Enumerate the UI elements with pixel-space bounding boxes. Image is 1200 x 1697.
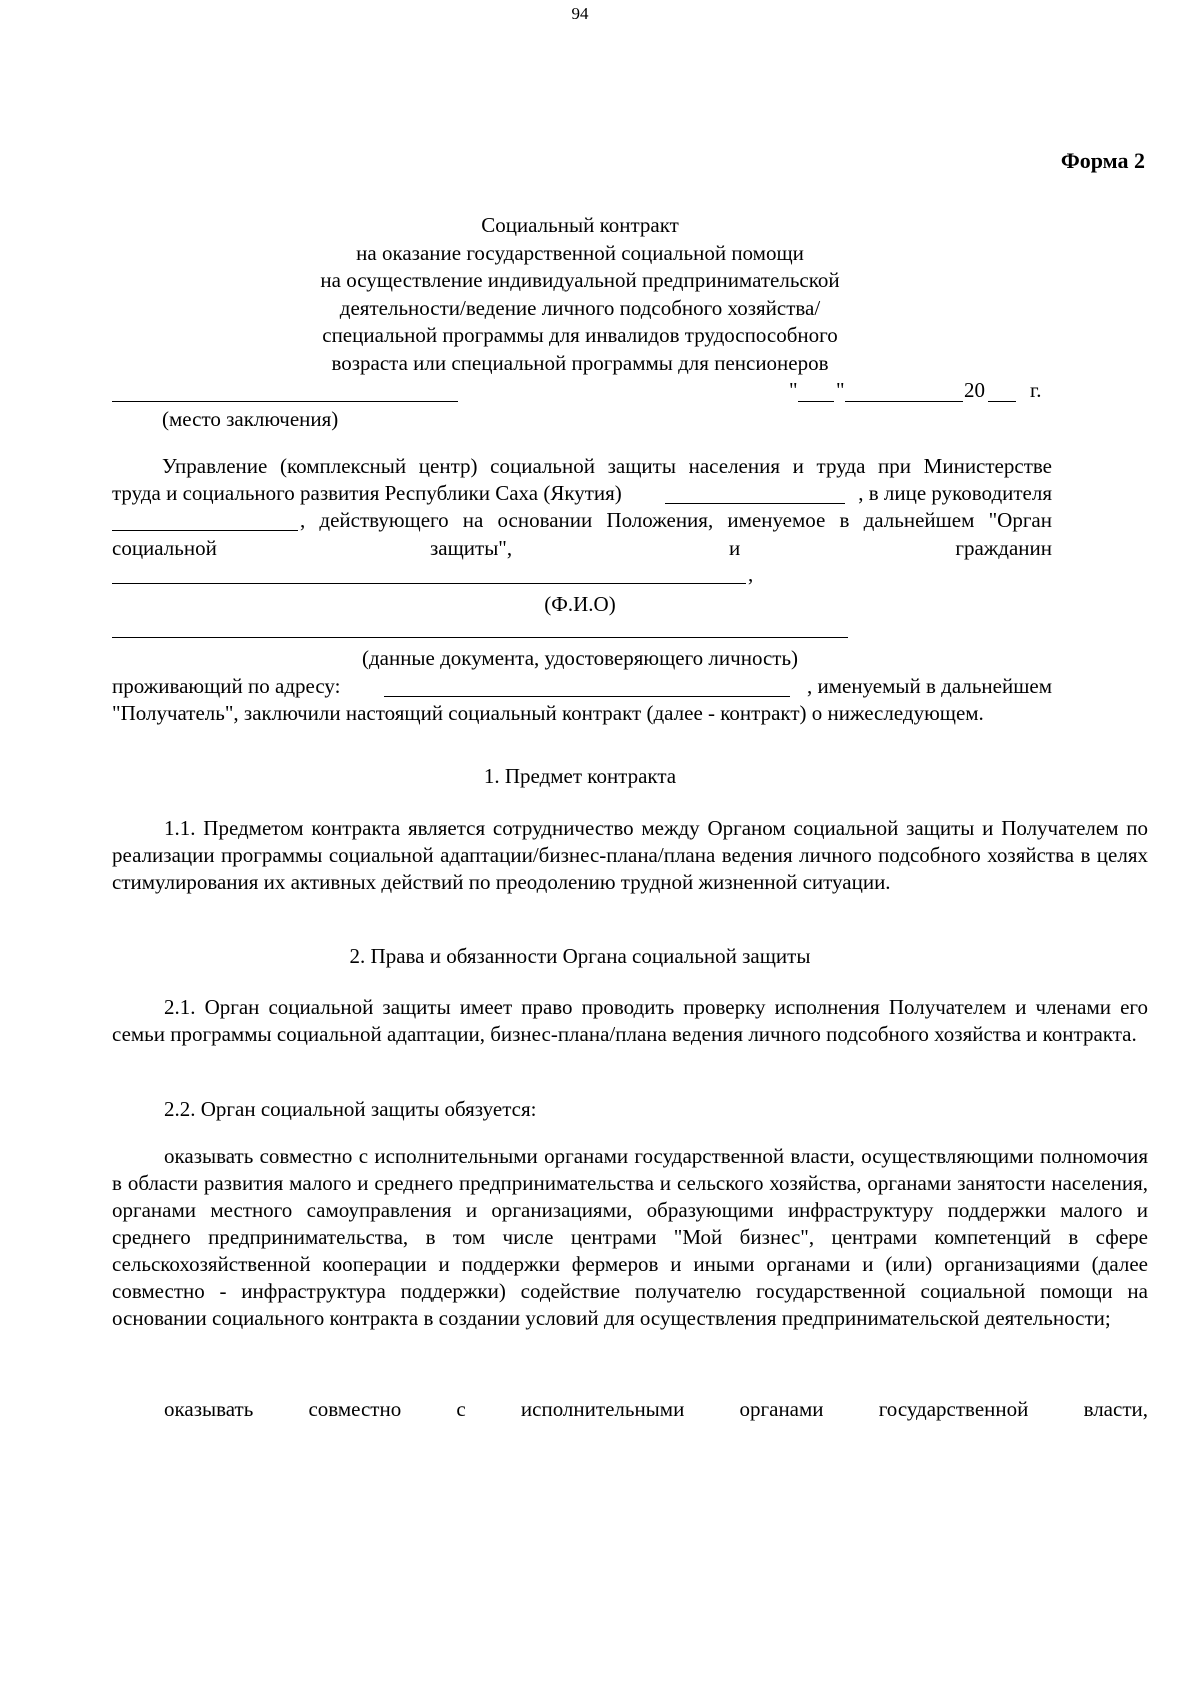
- address-blank: [384, 696, 790, 697]
- place-blank: [112, 401, 458, 402]
- section-2-paragraph-4: оказывать совместно с исполнительными органами государственной власти,: [164, 1397, 1148, 1421]
- identity-document-blank: [112, 637, 848, 638]
- title-line: возраста или специальной программы для пенсионеров: [331, 350, 829, 375]
- section-1-heading: 1. Предмет контракта: [483, 764, 677, 788]
- section-2-paragraph-3: оказывать совместно с исполнительными органами государственной власти, осуществляющими полномочия в области развития малого и среднего предпринимательства и сельского хозяйства, органами занятости населения, органами местного самоуправления и организациями, образующими инфраструктуру поддержки малого и среднего предпринимательства, в том числе центрами "Мой бизнес", центрами компетенций в сфере сельскохозяйственной кооперации и поддержки фермеров и иными органами и (или) организациями (далее совместно - инфраструктура поддержки) содействие получателю государственной социальной помощи на основании социального контракта в создании условий для осуществления предпринимательской деятельности;: [112, 1144, 1148, 1330]
- section-1-paragraph-1: 1.1. Предметом контракта является сотрудничество между Органом социальной защиты и Получателем по реализации программы социальной адаптации/бизнес-плана/плана ведения личного подсобного хозяйства в целях стимулирования их активных действий по преодолению трудной жизненной ситуации.: [112, 816, 1148, 894]
- intro-line-2a: труда и социального развития Республики Саха (Якутия): [112, 481, 622, 505]
- title-line: Социальный контракт: [481, 213, 679, 237]
- word-social: социальной: [112, 536, 217, 560]
- date-year-prefix: 20: [964, 378, 985, 402]
- director-name-blank: [112, 530, 298, 531]
- address-line: [112, 674, 1052, 701]
- section-2-paragraph-1: 2.1. Орган социальной защиты имеет право проводить проверку исполнения Получателем и членами его семьи программы социальной адаптации, бизнес-плана/плана ведения личного подсобного хозяйства и контракта.: [112, 995, 1148, 1046]
- place-caption: (место заключения): [162, 407, 339, 431]
- title-line: деятельности/ведение личного подсобного хозяйства/: [339, 295, 821, 320]
- intro-line-3-text: , действующего на основании Положения, именуемое в дальнейшем "Орган: [300, 508, 1052, 532]
- date-day-blank: [798, 401, 834, 402]
- address-suffix: , именуемый в дальнейшем: [806, 674, 1052, 698]
- section-2-paragraph-2: 2.2. Орган социальной защиты обязуется:: [164, 1097, 537, 1121]
- date-quote-close: ": [836, 378, 845, 402]
- date-quote-open: ": [789, 378, 798, 402]
- fio-comma: ,: [748, 562, 754, 586]
- date-year-blank: [988, 401, 1016, 402]
- form-label: Форма 2: [1060, 148, 1145, 173]
- page-number: 94: [571, 4, 589, 23]
- address-label: проживающий по адресу:: [112, 674, 341, 698]
- title-line: на осуществление индивидуальной предпринимательской: [320, 268, 840, 292]
- title-line: на оказание государственной социальной помощи: [356, 240, 804, 265]
- word-and: и: [729, 536, 741, 560]
- document-title: [0, 212, 1160, 377]
- date-field: [789, 378, 1054, 408]
- fio-blank: [112, 583, 746, 584]
- fio-caption: (Ф.И.О): [544, 592, 616, 616]
- intro-line-1: Управление (комплексный центр) социальной защиты населения и труда при Министерстве: [162, 454, 1052, 478]
- intro-line-2: [112, 481, 1052, 508]
- date-year-suffix: г.: [1030, 378, 1042, 402]
- intro-line-4: [112, 536, 1052, 563]
- section-2-heading: 2. Права и обязанности Органа социальной защиты: [349, 944, 811, 968]
- title-line: специальной программы для инвалидов трудоспособного: [322, 323, 838, 347]
- word-protection: защиты",: [430, 536, 513, 560]
- agency-name-blank: [665, 503, 845, 504]
- intro-line-2b: , в лице руководителя: [858, 481, 1052, 505]
- intro-line-3: [112, 508, 1052, 535]
- word-citizen: гражданин: [955, 536, 1052, 560]
- date-month-blank: [845, 401, 963, 402]
- intro-closing: "Получатель", заключили настоящий социальный контракт (далее - контракт) о нижеследующем.: [112, 701, 984, 725]
- identity-document-caption: (данные документа, удостоверяющего личность): [361, 646, 799, 670]
